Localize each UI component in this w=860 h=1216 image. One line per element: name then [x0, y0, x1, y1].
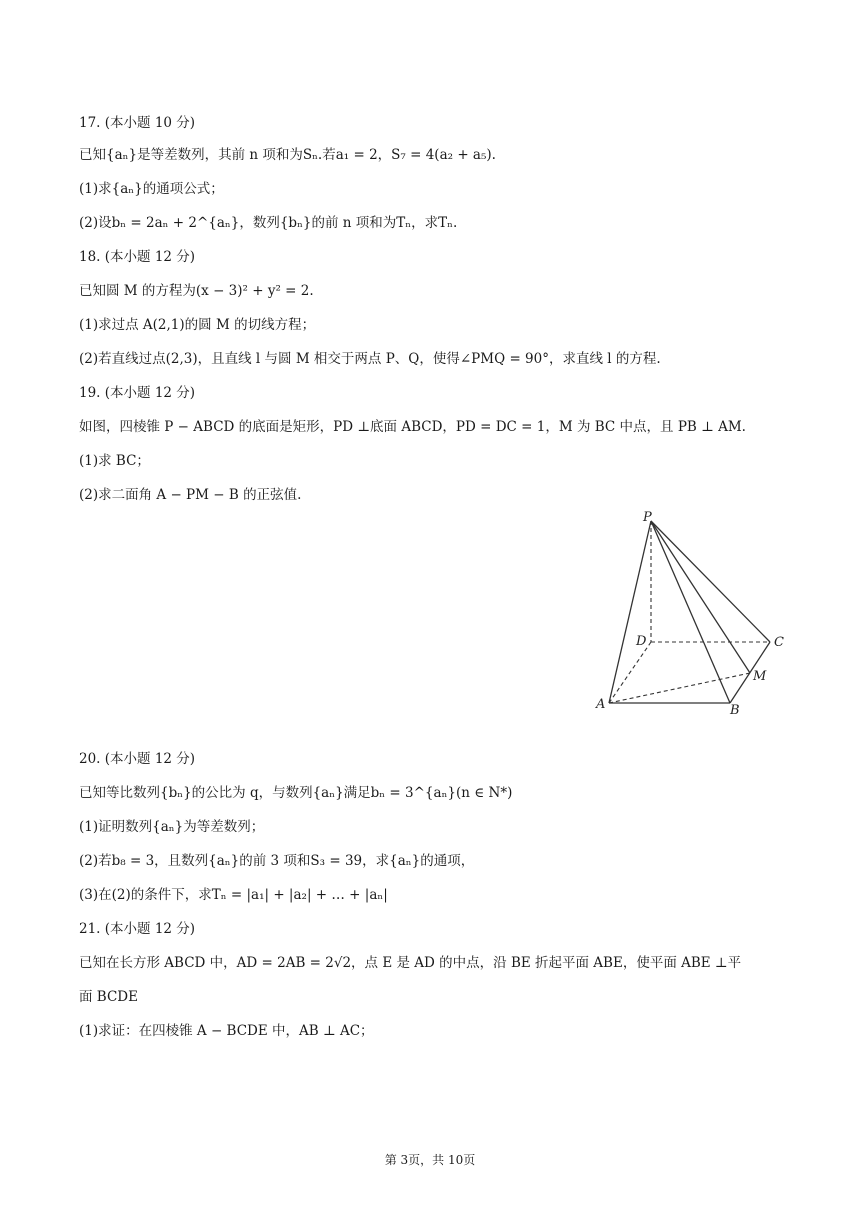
- problem-17-stem: 已知{aₙ}是等差数列，其前 n 项和为Sₙ.若a₁ = 2，S₇ = 4(a₂ + a₅).: [79, 147, 496, 163]
- edge-AM: [609, 673, 750, 703]
- label-D: D: [636, 634, 647, 649]
- problem-19-part-1: (1)求 BC；: [79, 453, 150, 469]
- label-A: A: [596, 697, 606, 712]
- label-P: P: [643, 510, 652, 525]
- problem-21-header: 21. (本小题 12 分): [79, 921, 196, 937]
- pyramid-figure: [590, 505, 800, 720]
- edge-PB: [651, 521, 730, 703]
- problem-20-header: 20. (本小题 12 分): [79, 751, 196, 767]
- problem-19-stem: 如图，四棱锥 P − ABCD 的底面是矩形，PD ⊥底面 ABCD，PD = DC = 1，M 为 BC 中点，且 PB ⊥ AM.: [79, 419, 746, 435]
- problem-18-stem: 已知圆 M 的方程为(x − 3)² + y² = 2.: [79, 283, 314, 299]
- edge-DA: [609, 642, 651, 703]
- problem-18-part-1: (1)求过点 A(2,1)的圆 M 的切线方程；: [79, 317, 316, 333]
- problem-20-part-3: (3)在(2)的条件下，求Tₙ = |a₁| + |a₂| + … + |aₙ|: [79, 887, 388, 903]
- problem-21-part-1: (1)求证：在四棱锥 A − BCDE 中，AB ⊥ AC；: [79, 1023, 374, 1039]
- problem-18-part-2: (2)若直线过点(2,3)，且直线 l 与圆 M 相交于两点 P、Q，使得∠PMQ = 90°，求直线 l 的方程.: [79, 351, 661, 367]
- edge-PA: [609, 521, 651, 703]
- label-C: C: [774, 635, 784, 650]
- problem-17-header: 17. (本小题 10 分): [79, 115, 196, 131]
- problem-19-header: 19. (本小题 12 分): [79, 385, 196, 401]
- label-M: M: [753, 669, 767, 684]
- problem-18-header: 18. (本小题 12 分): [79, 249, 196, 265]
- page-footer: 第 3页，共 10页: [384, 1153, 476, 1167]
- problem-20-stem: 已知等比数列{bₙ}的公比为 q，与数列{aₙ}满足bₙ = 3^{aₙ}(n ∈ N*): [79, 785, 513, 801]
- edge-PC: [651, 521, 770, 642]
- problem-17-part-2: (2)设bₙ = 2aₙ + 2^{aₙ}，数列{bₙ}的前 n 项和为Tₙ，求Tₙ.: [79, 215, 458, 231]
- problem-20-part-2: (2)若b₈ = 3，且数列{aₙ}的前 3 项和S₃ = 39，求{aₙ}的通项，: [79, 853, 475, 869]
- label-B: B: [730, 703, 740, 718]
- problem-20-part-1: (1)证明数列{aₙ}为等差数列；: [79, 819, 265, 835]
- problem-21-stem: 已知在长方形 ABCD 中，AD = 2AB = 2√2，点 E 是 AD 的中点，沿 BE 折起平面 ABE，使平面 ABE ⊥平: [79, 955, 742, 971]
- edge-PM: [651, 521, 750, 673]
- problem-21-stem-cont: 面 BCDE: [79, 989, 138, 1005]
- problem-17-part-1: (1)求{aₙ}的通项公式；: [79, 181, 224, 197]
- problem-19-part-2: (2)求二面角 A − PM − B 的正弦值.: [79, 487, 302, 503]
